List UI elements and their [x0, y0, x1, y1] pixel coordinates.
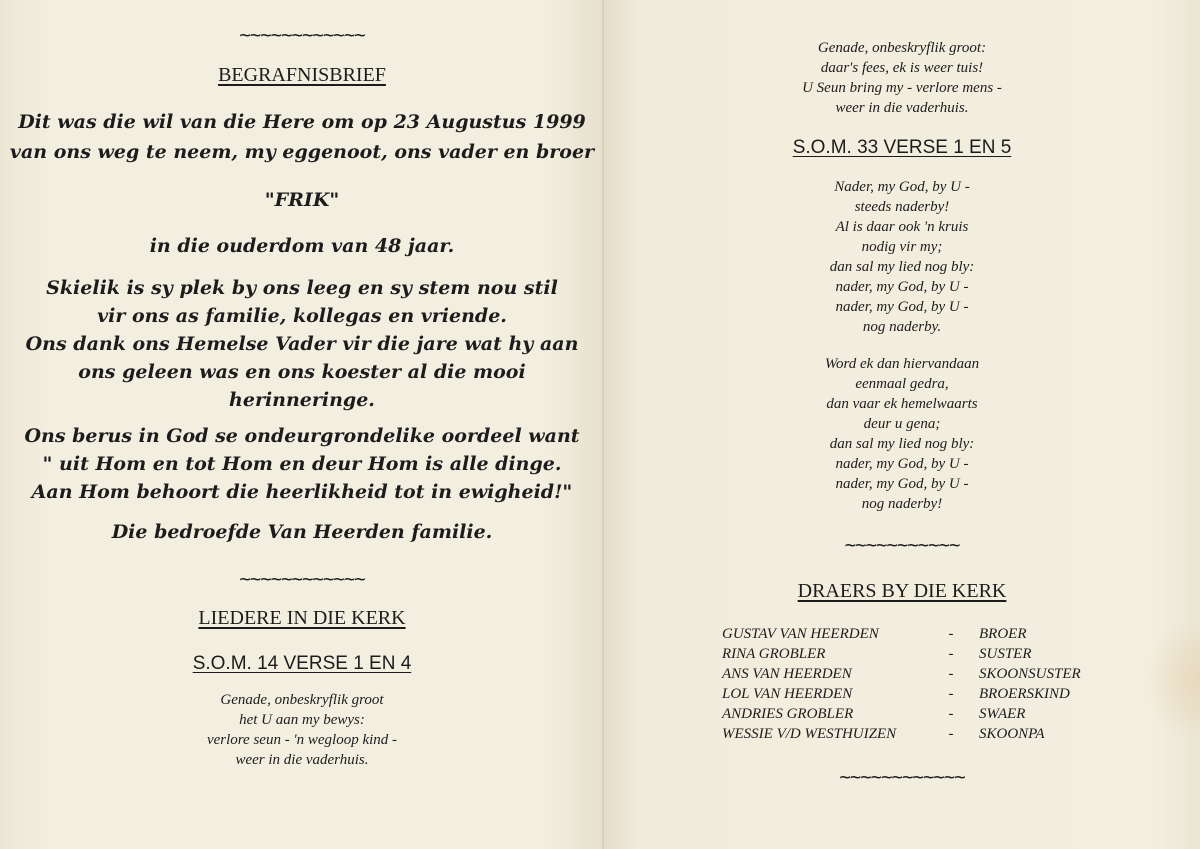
bearer-row: [722, 724, 1081, 744]
hymn-line: nader, my God, by U -: [835, 456, 969, 472]
hymn-line: Word ek dan hiervandaan: [824, 356, 980, 372]
hymn-33-heading: S.O.M. 33 VERSE 1 EN 5: [792, 137, 1012, 158]
hymn-line: Nader, my God, by U -: [834, 179, 970, 195]
songs-heading: LIEDERE IN DIE KERK: [198, 607, 406, 629]
hymn-line: nog naderby!: [861, 496, 943, 512]
hymn-line: eenmaal gedra,: [855, 376, 949, 392]
bearer-dash: -: [948, 726, 954, 742]
hymn-line: weer in die vaderhuis.: [835, 100, 969, 116]
faith-line: Ons berus in God se ondeurgrondelike oordeel want: [24, 425, 580, 447]
paper-stain: [1140, 620, 1200, 740]
family-signoff: Die bedroefde Van Heerden familie.: [111, 521, 493, 543]
tribute-line: Skielik is sy plek by ons leeg en sy stem nou stil: [46, 277, 558, 299]
bearer-row: [722, 624, 1081, 644]
hymn-line: verlore seun - 'n wegloop kind -: [206, 732, 398, 748]
bearer-name: ANS VAN HEERDEN: [722, 666, 852, 682]
bearer-row: [722, 684, 1081, 704]
age-line: in die ouderdom van 48 jaar.: [149, 235, 455, 257]
hymn-line: Genade, onbeskryflik groot:: [817, 40, 987, 56]
hymn-line: nodig vir my;: [861, 239, 943, 255]
hymn-14-verse: [0, 690, 604, 770]
hymn-line: nader, my God, by U -: [835, 279, 969, 295]
hymn-line: Al is daar ook 'n kruis: [835, 219, 969, 235]
bearer-relation: SKOONSUSTER: [979, 666, 1081, 682]
letter-title: BEGRAFNISBRIEF: [218, 64, 386, 86]
hymn-line: nader, my God, by U -: [835, 476, 969, 492]
faith-line: Aan Hom behoort die heerlikheid tot in ewigheid!": [31, 481, 573, 503]
bearers-heading: DRAERS BY DIE KERK: [797, 580, 1007, 602]
bearer-dash: -: [948, 666, 954, 682]
tribute-line: herinneringe.: [229, 389, 375, 411]
tilde-divider-middle: ~~~~~~~~~~~~: [239, 568, 365, 590]
bearer-relation: SKOONPA: [979, 726, 1045, 742]
hymn-line: daar's fees, ek is weer tuis!: [820, 60, 984, 76]
intro-line-2: van ons weg te neem, my eggenoot, ons vader en broer: [9, 141, 595, 163]
hymn-33-verse-5: [604, 354, 1200, 514]
bearer-name: RINA GROBLER: [722, 646, 826, 662]
bearer-relation: SUSTER: [979, 646, 1032, 662]
hymn-line: dan sal my lied nog bly:: [829, 259, 975, 275]
hymn-line: steeds naderby!: [854, 199, 950, 215]
hymn-line: Genade, onbeskryflik groot: [220, 692, 384, 708]
hymn-14-heading: S.O.M. 14 VERSE 1 EN 4: [192, 653, 412, 674]
tribute-line: ons geleen was en ons koester al die mooi: [78, 361, 526, 383]
faith-paragraph: [0, 422, 604, 506]
bearer-relation: BROER: [979, 626, 1027, 642]
bearer-name: ANDRIES GROBLER: [722, 706, 854, 722]
bearers-list: [722, 624, 1081, 744]
tilde-divider-top: ~~~~~~~~~~~~: [239, 24, 365, 46]
bearer-name: GUSTAV VAN HEERDEN: [722, 626, 879, 642]
hymn-line: nog naderby.: [862, 319, 942, 335]
tilde-divider-bottom: ~~~~~~~~~~~~: [839, 766, 965, 788]
bearer-dash: -: [948, 686, 954, 702]
bearer-name: LOL VAN HEERDEN: [722, 686, 853, 702]
bearer-dash: -: [948, 626, 954, 642]
right-page: [604, 0, 1200, 849]
bearer-dash: -: [948, 646, 954, 662]
hymn-line: deur u gena;: [863, 416, 941, 432]
faith-line: " uit Hom en tot Hom en deur Hom is alle dinge.: [42, 453, 562, 475]
bearer-name: WESSIE V/D WESTHUIZEN: [722, 726, 897, 742]
hymn-line: dan sal my lied nog bly:: [829, 436, 975, 452]
hymn-line: dan vaar ek hemelwaarts: [826, 396, 978, 412]
deceased-name: "FRIK": [264, 189, 340, 211]
hymn-line: nader, my God, by U -: [835, 299, 969, 315]
hymn-33-verse-1: [604, 177, 1200, 337]
bearer-relation: SWAER: [979, 706, 1026, 722]
hymn-line: weer in die vaderhuis.: [235, 752, 369, 768]
bearer-row: [722, 664, 1081, 684]
tribute-line: vir ons as familie, kollegas en vriende.: [97, 305, 507, 327]
hymn-line: U Seun bring my - verlore mens -: [802, 80, 1002, 96]
bearer-row: [722, 704, 1081, 724]
bearer-relation: BROERSKIND: [979, 686, 1070, 702]
bearer-dash: -: [948, 706, 954, 722]
bearer-row: [722, 644, 1081, 664]
hymn-14-continued: [604, 38, 1200, 118]
intro-line-1: Dit was die wil van die Here om op 23 Augustus 1999: [18, 111, 586, 133]
tribute-line: Ons dank ons Hemelse Vader vir die jare wat hy aan: [25, 333, 579, 355]
hymn-line: het U aan my bewys:: [239, 712, 365, 728]
tilde-divider-right: ~~~~~~~~~~~: [844, 534, 960, 556]
tribute-paragraph: [0, 274, 604, 414]
